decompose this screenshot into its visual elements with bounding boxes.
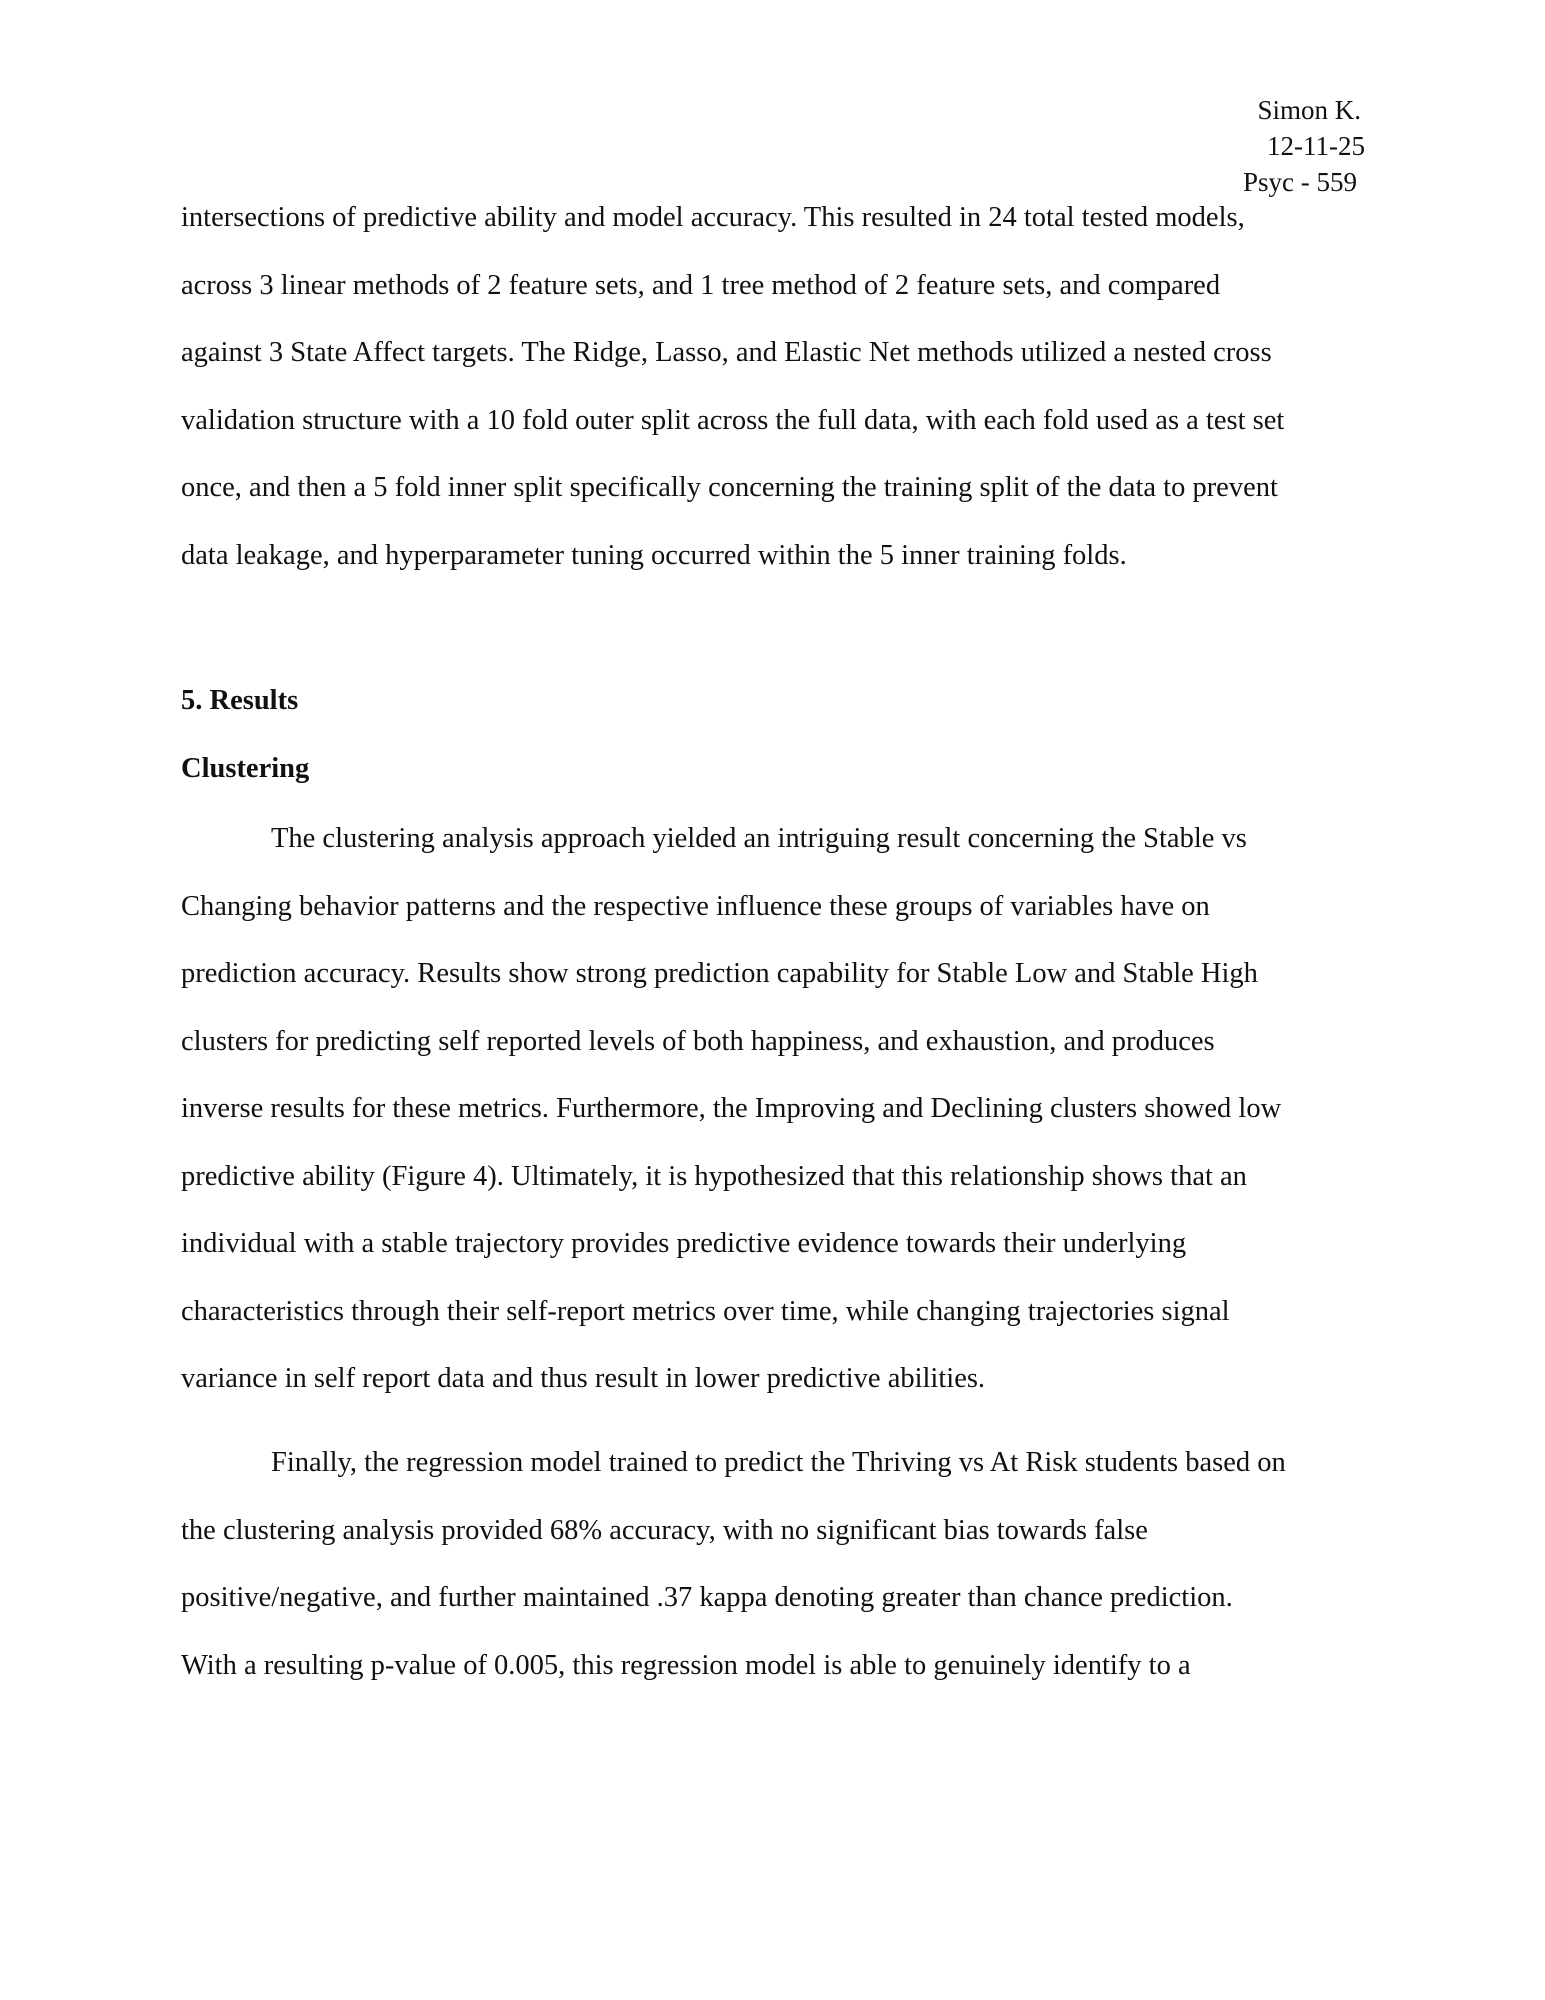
methods-paragraph [181, 184, 1361, 589]
author-name: Simon K. [1257, 95, 1361, 125]
subsection-heading-clustering: Clustering [181, 753, 310, 784]
paragraph-line: inverse results for these metrics. Furthermore, the Improving and Declining clusters showed low [181, 1093, 1282, 1124]
paragraph-line: predictive ability (Figure 4). Ultimately, it is hypothesized that this relationship shows that an [181, 1160, 1247, 1192]
paragraph-line: once, and then a 5 fold inner split specifically concerning the training split of the data to prevent [181, 472, 1278, 503]
document-date: 12-11-25 [1267, 131, 1365, 161]
paragraph-line: validation structure with a 10 fold outer split across the full data, with each fold used as a test set [181, 404, 1285, 436]
paragraph-line: variance in self report data and thus result in lower predictive abilities. [181, 1363, 986, 1394]
paragraph-line: against 3 State Affect targets. The Ridge, Lasso, and Elastic Net methods utilized a nested cross [181, 337, 1272, 368]
course-code: Psyc - 559 [1243, 167, 1357, 197]
paragraph-line: clusters for predicting self reported levels of both happiness, and exhaustion, and produces [181, 1025, 1215, 1057]
paragraph-line: intersections of predictive ability and model accuracy. This resulted in 24 total tested models, [181, 202, 1245, 233]
paragraph-line: The clustering analysis approach yielded an intriguing result concerning the Stable vs [271, 823, 1247, 854]
section-heading-results: 5. Results [181, 685, 299, 716]
paragraph-line: across 3 linear methods of 2 feature sets, and 1 tree method of 2 feature sets, and compared [181, 269, 1221, 301]
paragraph-line: prediction accuracy. Results show strong prediction capability for Stable Low and Stable High [181, 958, 1258, 989]
paragraph-line: Finally, the regression model trained to predict the Thriving vs At Risk students based on [271, 1447, 1286, 1478]
paragraph-line: data leakage, and hyperparameter tuning occurred within the 5 inner training folds. [181, 539, 1127, 571]
regression-paragraph [181, 1429, 1361, 1699]
paragraph-line: the clustering analysis provided 68% accuracy, with no significant bias towards false [181, 1514, 1148, 1546]
paragraph-line: individual with a stable trajectory provides predictive evidence towards their underlying [181, 1228, 1187, 1259]
paragraph-line: With a resulting p-value of 0.005, this regression model is able to genuinely identify to a [181, 1649, 1191, 1681]
clustering-paragraph [181, 805, 1361, 1413]
paragraph-line: positive/negative, and further maintained .37 kappa denoting greater than chance prediction. [181, 1582, 1233, 1613]
paragraph-line: Changing behavior patterns and the respective influence these groups of variables have on [181, 890, 1210, 922]
paragraph-line: characteristics through their self-report metrics over time, while changing trajectories signal [181, 1295, 1230, 1327]
